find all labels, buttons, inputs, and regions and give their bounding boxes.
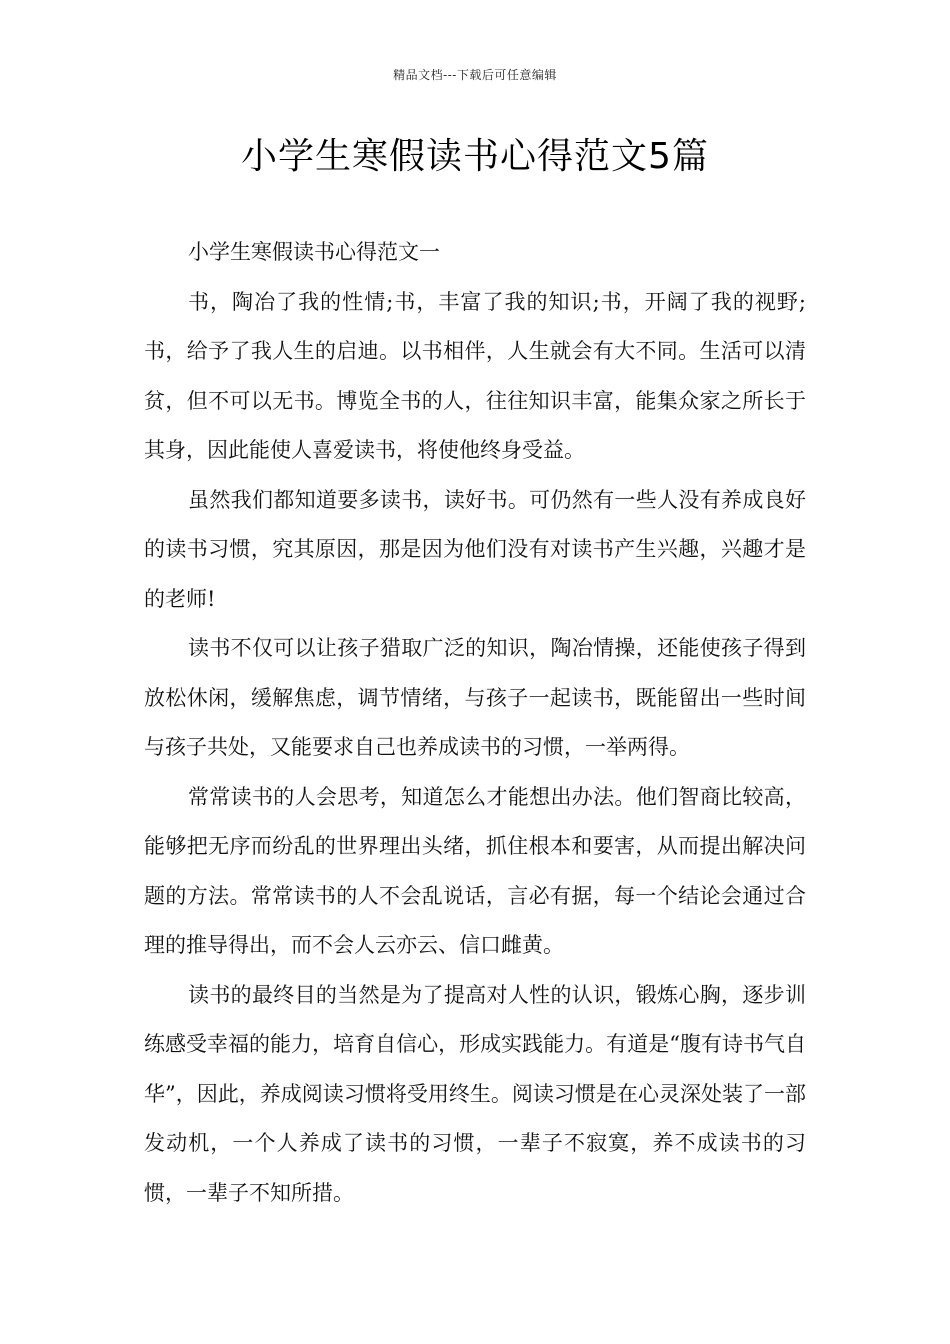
section-heading: 小学生寒假读书心得范文一 <box>188 240 440 264</box>
header-note: 精品文档---下载后可任意编辑 <box>393 68 557 82</box>
paragraph: 常常读书的人会思考，知道怎么才能想出办法。他们智商比较高，能够把无序而纷乱的世界理出头绪，抓住根本和要害，从而提出解决问题的方法。常常读书的人不会乱说话，言必有据，每一个结论会通过合理的推导得出，而不会人云亦云、信口雌黄。 <box>144 784 806 957</box>
document-body <box>144 228 806 1218</box>
paragraph: 读书不仅可以让孩子猎取广泛的知识，陶冶情操，还能使孩子得到放松休闲，缓解焦虑，调节情绪，与孩子一起读书，既能留出一些时间与孩子共处，又能要求自己也养成读书的习惯，一举两得。 <box>144 636 806 759</box>
paragraph: 读书的最终目的当然是为了提高对人性的认识，锻炼心胸，逐步训练感受幸福的能力，培育自信心，形成实践能力。有道是“腹有诗书气自华”，因此，养成阅读习惯将受用终生。阅读习惯是在心灵深处装了一部发动机，一个人养成了读书的习惯，一辈子不寂寞，养不成读书的习惯，一辈子不知所措。 <box>144 982 806 1205</box>
paragraph: 虽然我们都知道要多读书，读好书。可仍然有一些人没有养成良好的读书习惯，究其原因，那是因为他们没有对读书产生兴趣，兴趣才是的老师! <box>144 487 806 611</box>
document-title: 小学生寒假读书心得范文5篇 <box>241 136 709 177</box>
paragraph: 书，陶冶了我的性情;书，丰富了我的知识;书，开阔了我的视野;书，给予了我人生的启迪。以书相伴，人生就会有大不同。生活可以清贫，但不可以无书。博览全书的人，往往知识丰富，能集众家之所长于其身，因此能使人喜爱读书，将使他终身受益。 <box>144 289 806 462</box>
